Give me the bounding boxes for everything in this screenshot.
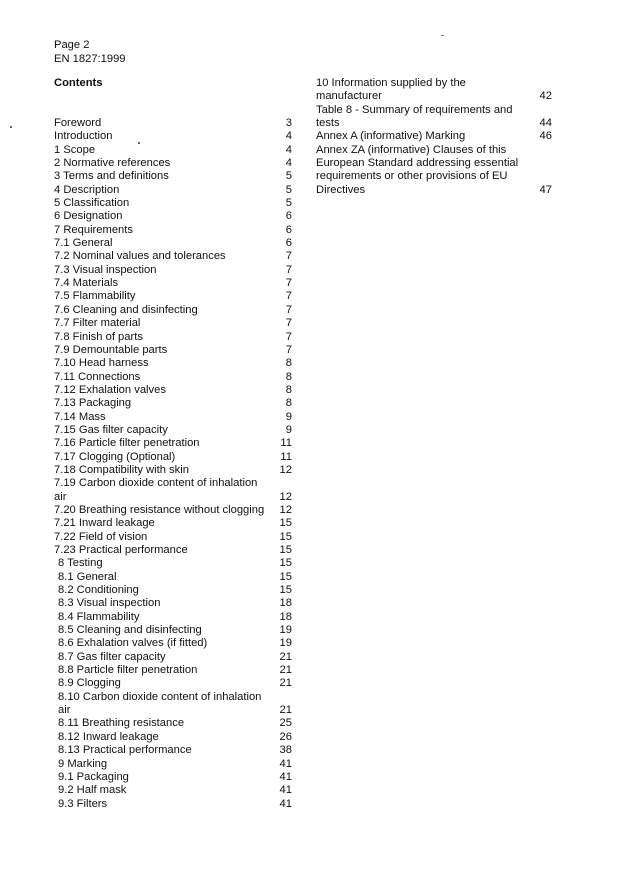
toc-entry-page: 15	[279, 530, 292, 543]
toc-entry-page: 46	[539, 130, 552, 143]
toc-entry-title: 8.13 Practical performance	[58, 744, 192, 757]
toc-entry-page: 15	[279, 557, 292, 570]
toc-entry	[54, 691, 292, 704]
toc-entry-page: 5	[285, 197, 292, 210]
scan-speck	[138, 142, 140, 144]
toc-entry-page: 7	[285, 290, 292, 303]
toc-left-column	[54, 117, 292, 811]
toc-entry-page: 7	[285, 343, 292, 356]
toc-entry-page: 11	[280, 450, 292, 463]
toc-entry	[54, 290, 292, 303]
toc-entry-title: 9.1 Packaging	[58, 770, 129, 783]
toc-entry	[54, 344, 292, 357]
toc-entry-page: 3	[285, 117, 292, 129]
toc-entry-page: 5	[285, 183, 292, 196]
toc-entry-title: tests	[316, 117, 340, 130]
toc-entry	[54, 798, 292, 811]
toc-entry	[54, 758, 292, 771]
toc-entry-page: 21	[279, 650, 292, 663]
contents-heading: Contents	[54, 77, 103, 89]
toc-entry-title: 7.12 Exhalation valves	[54, 383, 166, 396]
toc-entry-title: 7.7 Filter material	[54, 317, 141, 330]
toc-entry-title: 9.2 Half mask	[58, 784, 127, 797]
toc-entry-title: 8.5 Cleaning and disinfecting	[58, 624, 202, 637]
toc-entry-page: 6	[285, 237, 292, 250]
toc-entry	[54, 611, 292, 624]
toc-entry	[54, 491, 292, 504]
toc-entry	[54, 197, 292, 210]
toc-entry-page: 26	[279, 730, 292, 743]
toc-entry-title: 8.6 Exhalation valves (if fitted)	[58, 637, 208, 650]
toc-entry	[54, 371, 292, 384]
toc-entry-page: 15	[279, 544, 292, 556]
toc-entry-page: 7	[285, 330, 292, 343]
toc-entry	[54, 437, 292, 450]
toc-entry-title: 7.10 Head harness	[54, 357, 149, 370]
toc-entry-title: 7.3 Visual inspection	[54, 263, 157, 276]
toc-entry-title: manufacturer	[316, 90, 382, 103]
toc-entry	[54, 704, 292, 717]
toc-entry-title: 8.9 Clogging	[58, 677, 121, 690]
toc-entry-title: 9 Marking	[58, 757, 108, 770]
toc-entry	[316, 184, 552, 197]
toc-entry	[316, 117, 552, 130]
toc-entry-page: 44	[539, 117, 552, 130]
toc-entry	[54, 517, 292, 530]
toc-entry	[54, 144, 292, 157]
toc-entry	[54, 504, 292, 517]
toc-entry-title: 8.12 Inward leakage	[58, 730, 159, 743]
toc-entry	[54, 304, 292, 317]
toc-entry	[54, 277, 292, 290]
toc-entry	[54, 331, 292, 344]
toc-entry-title: requirements or other provisions of EU	[316, 170, 508, 183]
toc-entry-page: 4	[285, 130, 292, 143]
toc-entry-page: 9	[285, 423, 292, 436]
toc-entry-title: 9.3 Filters	[58, 797, 108, 810]
toc-entry-title: 7.4 Materials	[54, 277, 119, 290]
toc-entry	[54, 250, 292, 263]
toc-entry-title: air	[58, 704, 71, 717]
toc-entry-page: 7	[285, 317, 292, 330]
scan-speck	[10, 126, 12, 128]
toc-entry	[54, 317, 292, 330]
toc-entry-title: 8.3 Visual inspection	[58, 597, 161, 610]
toc-entry-page: 19	[279, 624, 292, 637]
toc-entry-title: 7.20 Breathing resistance without clogging	[54, 503, 265, 516]
toc-entry-page: 21	[279, 677, 292, 690]
toc-entry-title: 5 Classification	[54, 197, 130, 210]
toc-entry-page: 21	[279, 704, 292, 717]
toc-entry	[54, 424, 292, 437]
toc-entry	[316, 144, 552, 157]
toc-entry-page: 19	[279, 637, 292, 650]
toc-entry	[54, 731, 292, 744]
toc-entry-page: 41	[279, 784, 292, 797]
toc-entry	[54, 571, 292, 584]
toc-entry-title: European Standard addressing essential	[316, 157, 519, 170]
toc-entry	[54, 637, 292, 650]
toc-entry-page: 12	[279, 503, 292, 516]
toc-entry-title: 7.14 Mass	[54, 410, 106, 423]
toc-entry-title: Annex A (informative) Marking	[316, 130, 466, 143]
toc-entry-title: 7.11 Connections	[54, 370, 141, 383]
toc-entry-title: 8.2 Conditioning	[58, 584, 139, 597]
toc-entry	[54, 237, 292, 250]
toc-entry-title: Annex ZA (informative) Clauses of this	[316, 143, 507, 156]
toc-entry	[54, 717, 292, 730]
toc-entry	[54, 544, 292, 557]
toc-entry-title: Directives	[316, 183, 366, 196]
toc-entry-title: 7.5 Flammability	[54, 290, 136, 303]
toc-entry-page: 15	[279, 584, 292, 597]
toc-entry-page: 18	[279, 610, 292, 623]
toc-entry-page: 7	[285, 263, 292, 276]
standard-id: EN 1827:1999	[54, 52, 126, 65]
toc-entry-title: 8.11 Breathing resistance	[58, 717, 185, 730]
toc-entry-page: 11	[280, 437, 292, 450]
toc-entry	[54, 531, 292, 544]
toc-entry	[54, 557, 292, 570]
toc-entry	[54, 264, 292, 277]
toc-entry-title: 1 Scope	[54, 143, 96, 156]
toc-entry	[316, 77, 552, 90]
toc-entry-title: 8.7 Gas filter capacity	[58, 650, 166, 663]
toc-entry	[54, 117, 292, 130]
toc-entry	[54, 664, 292, 677]
toc-entry	[54, 411, 292, 424]
toc-entry-title: 7.9 Demountable parts	[54, 343, 168, 356]
toc-entry-page: 41	[279, 757, 292, 770]
toc-entry	[54, 384, 292, 397]
toc-entry	[54, 157, 292, 170]
toc-entry	[316, 170, 552, 183]
toc-entry-title: Foreword	[54, 117, 102, 129]
toc-entry-page: 4	[285, 143, 292, 156]
toc-entry-title: 3 Terms and definitions	[54, 170, 169, 183]
toc-entry-title: 6 Designation	[54, 210, 123, 223]
toc-entry-title: 7.19 Carbon dioxide content of inhalation	[54, 477, 258, 490]
toc-entry-page: 8	[285, 370, 292, 383]
toc-entry-page: 38	[279, 744, 292, 757]
toc-entry	[54, 744, 292, 757]
toc-entry	[54, 357, 292, 370]
toc-entry	[316, 90, 552, 103]
toc-entry-title: Table 8 - Summary of requirements and	[316, 103, 513, 116]
toc-entry-title: 7.22 Field of vision	[54, 530, 148, 543]
toc-entry-title: 4 Description	[54, 183, 120, 196]
toc-entry-title: 8.10 Carbon dioxide content of inhalation	[58, 690, 262, 703]
toc-entry-page: 8	[285, 383, 292, 396]
toc-entry	[54, 477, 292, 490]
toc-entry-title: 7.6 Cleaning and disinfecting	[54, 303, 198, 316]
toc-entry	[54, 210, 292, 223]
page-header	[54, 39, 126, 66]
toc-entry	[54, 771, 292, 784]
toc-entry-page: 41	[279, 770, 292, 783]
toc-entry-title: 7.17 Clogging (Optional)	[54, 450, 176, 463]
toc-entry	[54, 677, 292, 690]
toc-entry-page: 41	[279, 797, 292, 810]
toc-entry	[54, 464, 292, 477]
toc-entry	[54, 397, 292, 410]
toc-entry-page: 5	[285, 170, 292, 183]
page-number: Page 2	[54, 39, 90, 51]
toc-entry	[54, 451, 292, 464]
toc-entry-page: 12	[279, 490, 292, 503]
toc-entry-title: Introduction	[54, 130, 113, 143]
toc-entry-title: 7.2 Nominal values and tolerances	[54, 250, 226, 263]
toc-entry-page: 15	[279, 570, 292, 583]
toc-entry-title: air	[54, 490, 67, 503]
toc-entry-title: 8.4 Flammability	[58, 610, 140, 623]
toc-entry	[54, 597, 292, 610]
toc-entry-title: 7.15 Gas filter capacity	[54, 423, 168, 436]
toc-entry-title: 8.1 General	[58, 570, 117, 583]
toc-entry-page: 7	[285, 303, 292, 316]
toc-entry-page: 47	[539, 183, 552, 196]
toc-entry-page: 15	[279, 517, 292, 530]
toc-entry-page: 7	[285, 250, 292, 263]
toc-entry-page: 6	[285, 223, 292, 236]
toc-entry-title: 7.23 Practical performance	[54, 544, 188, 556]
toc-entry	[54, 224, 292, 237]
toc-entry	[316, 157, 552, 170]
toc-entry-title: 10 Information supplied by the	[316, 77, 466, 89]
toc-entry	[316, 130, 552, 143]
toc-entry-page: 7	[285, 277, 292, 290]
toc-entry-page: 9	[285, 410, 292, 423]
toc-entry	[316, 104, 552, 117]
toc-entry-title: 7.16 Particle filter penetration	[54, 437, 200, 450]
toc-entry	[54, 184, 292, 197]
toc-entry-title: 7.21 Inward leakage	[54, 517, 155, 530]
toc-entry-title: 8 Testing	[58, 557, 103, 570]
toc-entry-page: 42	[539, 90, 552, 103]
scan-speck	[441, 35, 444, 36]
toc-entry	[54, 624, 292, 637]
toc-entry-page: 6	[285, 210, 292, 223]
toc-right-column	[316, 77, 552, 197]
toc-entry	[54, 130, 292, 143]
toc-entry-title: 7.8 Finish of parts	[54, 330, 143, 343]
toc-entry-page: 12	[279, 463, 292, 476]
toc-entry-title: 7.1 General	[54, 237, 113, 250]
toc-entry	[54, 584, 292, 597]
toc-entry	[54, 784, 292, 797]
toc-entry-page: 18	[279, 597, 292, 610]
toc-entry-title: 8.8 Particle filter penetration	[58, 664, 198, 677]
toc-entry-page: 8	[285, 397, 292, 410]
toc-entry	[54, 651, 292, 664]
toc-entry	[54, 170, 292, 183]
toc-entry-page: 8	[285, 357, 292, 370]
toc-entry-title: 2 Normative references	[54, 157, 171, 170]
toc-entry-title: 7 Requirements	[54, 223, 133, 236]
toc-entry-title: 7.18 Compatibility with skin	[54, 463, 189, 476]
toc-entry-title: 7.13 Packaging	[54, 397, 132, 410]
toc-entry-page: 25	[279, 717, 292, 730]
toc-entry-page: 21	[279, 664, 292, 677]
toc-entry-page: 4	[285, 157, 292, 170]
